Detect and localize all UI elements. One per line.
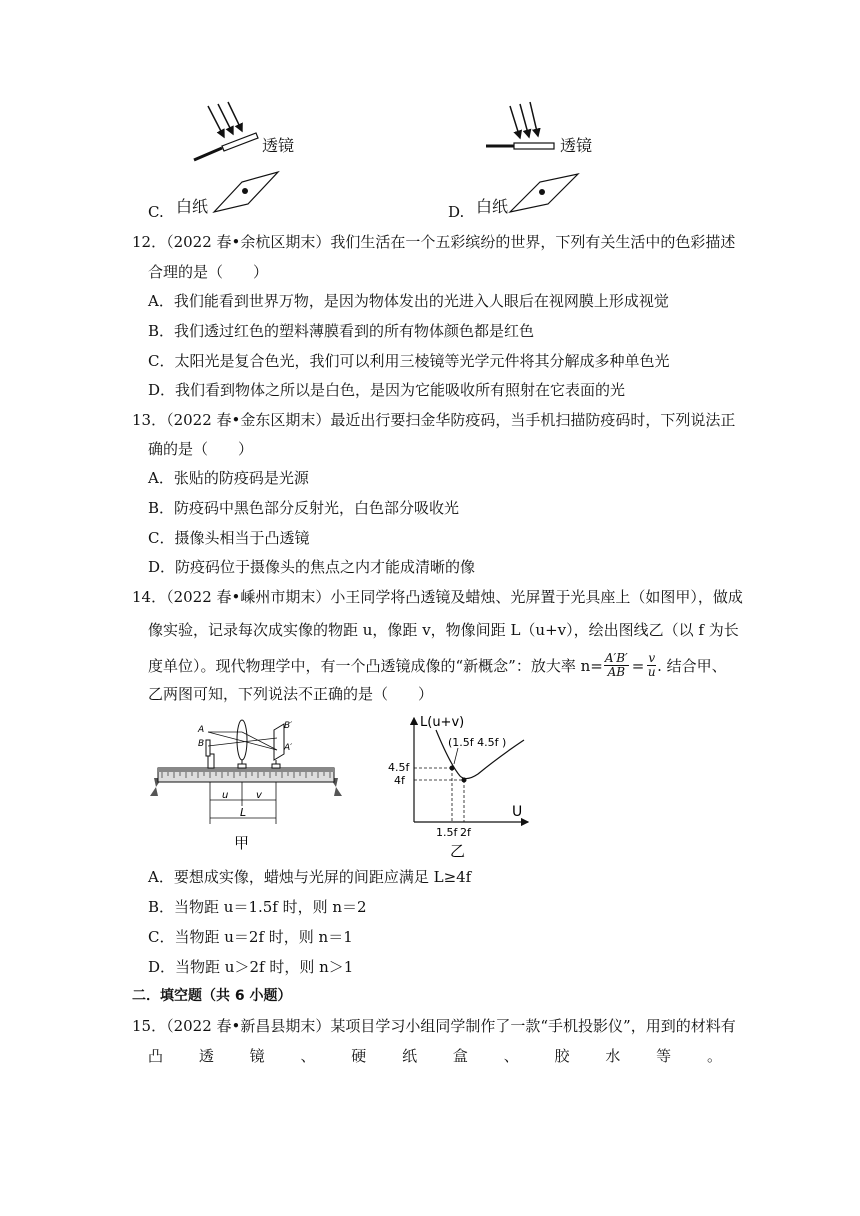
q14-jia-label-a: A bbox=[198, 725, 205, 735]
q14-equals: = bbox=[631, 656, 645, 675]
q15-char: 。 bbox=[706, 1047, 722, 1065]
q14-option-b: B．当物距 u＝1.5f 时，则 n＝2 bbox=[148, 898, 367, 916]
q12-option-d: D．我们看到物体之所以是白色，是因为它能吸收所有照射在它表面的光 bbox=[148, 381, 626, 399]
q14-jia-label-u: u bbox=[222, 790, 229, 801]
section2-heading: 二．填空题（共 6 小题） bbox=[132, 988, 292, 1004]
q14-yi-point-label: (1.5f 4.5f ) bbox=[448, 736, 507, 749]
q14-option-d: D．当物距 u＞2f 时，则 n＞1 bbox=[148, 958, 354, 976]
q15-char: 凸 bbox=[148, 1047, 164, 1065]
q14-frac2-denominator: u bbox=[647, 665, 656, 679]
q14-yi-x-tick-2f: 2f bbox=[460, 826, 471, 839]
q15-char: 纸 bbox=[402, 1047, 418, 1065]
q14-jia-label-b-prime: B′ bbox=[284, 721, 293, 731]
q15-char: 硬 bbox=[351, 1047, 367, 1065]
q15-char: 盒 bbox=[452, 1047, 468, 1065]
q14-stem-line1: 14．（2022 春•嵊州市期末）小王同学将凸透镜及蜡烛、光屏置于光具座上（如图甲），做成 bbox=[132, 588, 743, 606]
q14-yi-x-tick-15f: 1.5f bbox=[436, 826, 458, 839]
q14-figure-jia bbox=[146, 716, 346, 856]
q14-jia-label-l: L bbox=[240, 806, 247, 819]
q15-char: 、 bbox=[503, 1047, 519, 1065]
q13-option-a: A．张贴的防疫码是光源 bbox=[148, 469, 309, 487]
q15-char: 水 bbox=[605, 1047, 621, 1065]
q14-line3-text-a: 度单位）。现代物理学中，有一个凸透镜成像的“新概念”：放大率 n= bbox=[148, 656, 603, 675]
q11-d-letter: D. bbox=[448, 203, 465, 221]
q13-option-b: B．防疫码中黑色部分反射光，白色部分吸收光 bbox=[148, 499, 460, 517]
q13-stem-line1: 13．（2022 春•金东区期末）最近出行要扫金华防疫码，当手机扫描防疫码时，下列说法正 bbox=[132, 411, 736, 429]
q14-fraction-ab bbox=[604, 652, 629, 679]
q15-char: 透 bbox=[198, 1047, 214, 1065]
q14-option-c: C．当物距 u＝2f 时，则 n＝1 bbox=[148, 928, 353, 946]
q14-figure-yi bbox=[384, 712, 534, 862]
q15-char: 胶 bbox=[554, 1047, 570, 1065]
q11-c-lens-label: 透镜 bbox=[262, 136, 295, 155]
q12-option-a: A．我们能看到世界万物，是因为物体发出的光进入人眼后在视网膜上形成视觉 bbox=[148, 292, 669, 310]
q14-frac1-numerator: A′B′ bbox=[604, 651, 628, 665]
q13-stem-line2: 确的是（ ） bbox=[148, 440, 254, 458]
q14-yi-y-axis-label: L(u+v) bbox=[420, 715, 465, 730]
q14-stem-line3 bbox=[148, 652, 727, 679]
q13-option-c: C．摄像头相当于凸透镜 bbox=[148, 529, 310, 547]
q11-d-lens-label: 透镜 bbox=[560, 136, 593, 155]
q15-char: 等 bbox=[656, 1047, 672, 1065]
q14-stem-line2: 像实验，记录每次成实像的物距 u，像距 v，物像间距 L（u+v），绘出图线乙（以 f 为长 bbox=[148, 621, 739, 639]
q14-line3-text-b: . 结合甲、 bbox=[657, 656, 727, 675]
q14-yi-x-axis-label: U bbox=[512, 804, 523, 820]
q15-stem-line2 bbox=[148, 1045, 722, 1066]
q14-jia-label-a-prime: A′ bbox=[284, 743, 293, 753]
q14-jia-caption: 甲 bbox=[234, 834, 250, 852]
q11-option-d-figure bbox=[448, 100, 598, 222]
q14-fraction-vu bbox=[647, 652, 656, 679]
q11-c-letter: C. bbox=[148, 203, 164, 221]
q14-jia-label-v: v bbox=[256, 790, 262, 801]
q12-stem-line1: 12．（2022 春•余杭区期末）我们生活在一个五彩缤纷的世界，下列有关生活中的色彩描述 bbox=[132, 233, 736, 251]
q11-option-c-figure bbox=[148, 100, 298, 222]
q14-option-a: A．要想成实像，蜡烛与光屏的间距应满足 L≥4f bbox=[148, 868, 472, 886]
q14-stem-line4: 乙两图可知，下列说法不正确的是（ ） bbox=[148, 685, 434, 703]
q12-option-c: C．太阳光是复合色光，我们可以利用三棱镜等光学元件将其分解成多种单色光 bbox=[148, 352, 670, 370]
q15-char: 镜 bbox=[249, 1047, 265, 1065]
q11-d-paper-label: 白纸 bbox=[476, 197, 509, 216]
q14-frac1-denominator: AB bbox=[607, 665, 626, 679]
q14-frac2-numerator: v bbox=[648, 651, 656, 665]
q14-yi-y-tick-45f: 4.5f bbox=[388, 761, 410, 774]
q14-yi-y-tick-4f: 4f bbox=[394, 774, 405, 787]
q15-char: 、 bbox=[300, 1047, 316, 1065]
q13-option-d: D．防疫码位于摄像头的焦点之内才能成清晰的像 bbox=[148, 558, 476, 576]
q12-option-b: B．我们透过红色的塑料薄膜看到的所有物体颜色都是红色 bbox=[148, 322, 535, 340]
q14-jia-label-b: B bbox=[198, 739, 205, 749]
q14-yi-caption: 乙 bbox=[450, 842, 466, 860]
q11-c-paper-label: 白纸 bbox=[176, 197, 209, 216]
q12-stem-line2: 合理的是（ ） bbox=[148, 263, 269, 281]
q15-stem-line1: 15．（2022 春•新昌县期末）某项目学习小组同学制作了一款“手机投影仪”，用到的材料有 bbox=[132, 1017, 736, 1035]
